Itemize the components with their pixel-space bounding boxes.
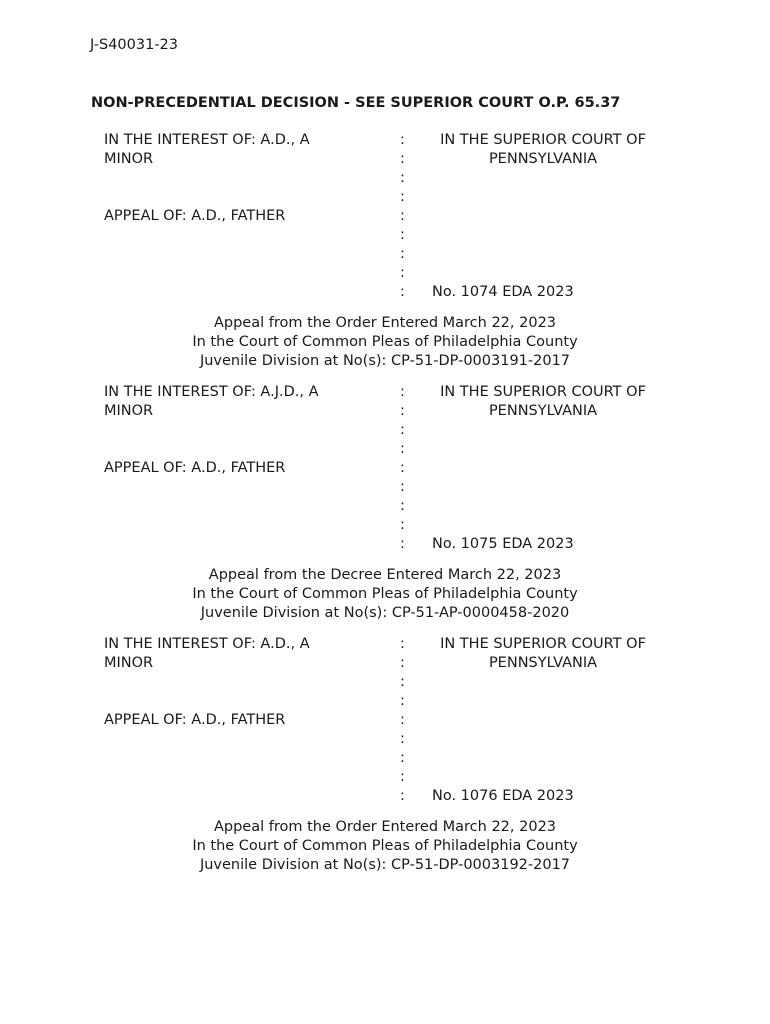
- court-line-2: PENNSYLVANIA: [488, 151, 598, 167]
- court-line-2: PENNSYLVANIA: [488, 655, 598, 671]
- case-number: No. 1074 EDA 2023: [432, 284, 574, 300]
- party-line-1: IN THE INTEREST OF: A.D., A: [104, 636, 310, 652]
- case-number: No. 1075 EDA 2023: [432, 536, 574, 552]
- party-name: [104, 131, 374, 169]
- caption-divider: : : : : : : : : :: [400, 132, 405, 300]
- docket-id: J-S40031-23: [90, 37, 179, 53]
- appeal-line-2: In the Court of Common Pleas of Philadelphia County: [192, 586, 578, 602]
- court-name: [425, 383, 661, 421]
- case-caption-2: [0, 383, 770, 553]
- appellant: APPEAL OF: A.D., FATHER: [104, 208, 286, 224]
- court-name: [425, 131, 661, 169]
- court-name: [425, 635, 661, 673]
- case-caption-3: [0, 635, 770, 805]
- case-number: No. 1076 EDA 2023: [432, 788, 574, 804]
- party-line-2: MINOR: [104, 403, 154, 419]
- appeal-info-1: [0, 314, 770, 371]
- appeal-line-3: Juvenile Division at No(s): CP-51-DP-0003192-2017: [199, 857, 571, 873]
- court-line-1: IN THE SUPERIOR COURT OF: [440, 384, 646, 400]
- appeal-line-2: In the Court of Common Pleas of Philadelphia County: [192, 838, 578, 854]
- appellant: APPEAL OF: A.D., FATHER: [104, 712, 286, 728]
- party-name: [104, 635, 374, 673]
- appellant: APPEAL OF: A.D., FATHER: [104, 460, 286, 476]
- court-line-1: IN THE SUPERIOR COURT OF: [440, 132, 646, 148]
- court-line-2: PENNSYLVANIA: [488, 403, 598, 419]
- party-name: [104, 383, 374, 421]
- case-caption-1: [0, 131, 770, 301]
- appeal-line-2: In the Court of Common Pleas of Philadelphia County: [192, 334, 578, 350]
- party-line-1: IN THE INTEREST OF: A.J.D., A: [104, 384, 319, 400]
- appeal-line-1: Appeal from the Order Entered March 22, 2023: [213, 819, 557, 835]
- appeal-line-1: Appeal from the Order Entered March 22, 2023: [213, 315, 557, 331]
- caption-divider: : : : : : : : : :: [400, 636, 405, 804]
- party-line-1: IN THE INTEREST OF: A.D., A: [104, 132, 310, 148]
- appeal-line-3: Juvenile Division at No(s): CP-51-DP-0003191-2017: [199, 353, 571, 369]
- court-line-1: IN THE SUPERIOR COURT OF: [440, 636, 646, 652]
- appeal-line-3: Juvenile Division at No(s): CP-51-AP-0000458-2020: [200, 605, 570, 621]
- party-line-2: MINOR: [104, 655, 154, 671]
- appeal-info-2: [0, 566, 770, 623]
- party-line-2: MINOR: [104, 151, 154, 167]
- caption-divider: : : : : : : : : :: [400, 384, 405, 552]
- appeal-line-1: Appeal from the Decree Entered March 22, 2023: [208, 567, 562, 583]
- appeal-info-3: [0, 818, 770, 875]
- non-precedential-heading: NON-PRECEDENTIAL DECISION - SEE SUPERIOR COURT O.P. 65.37: [91, 95, 621, 111]
